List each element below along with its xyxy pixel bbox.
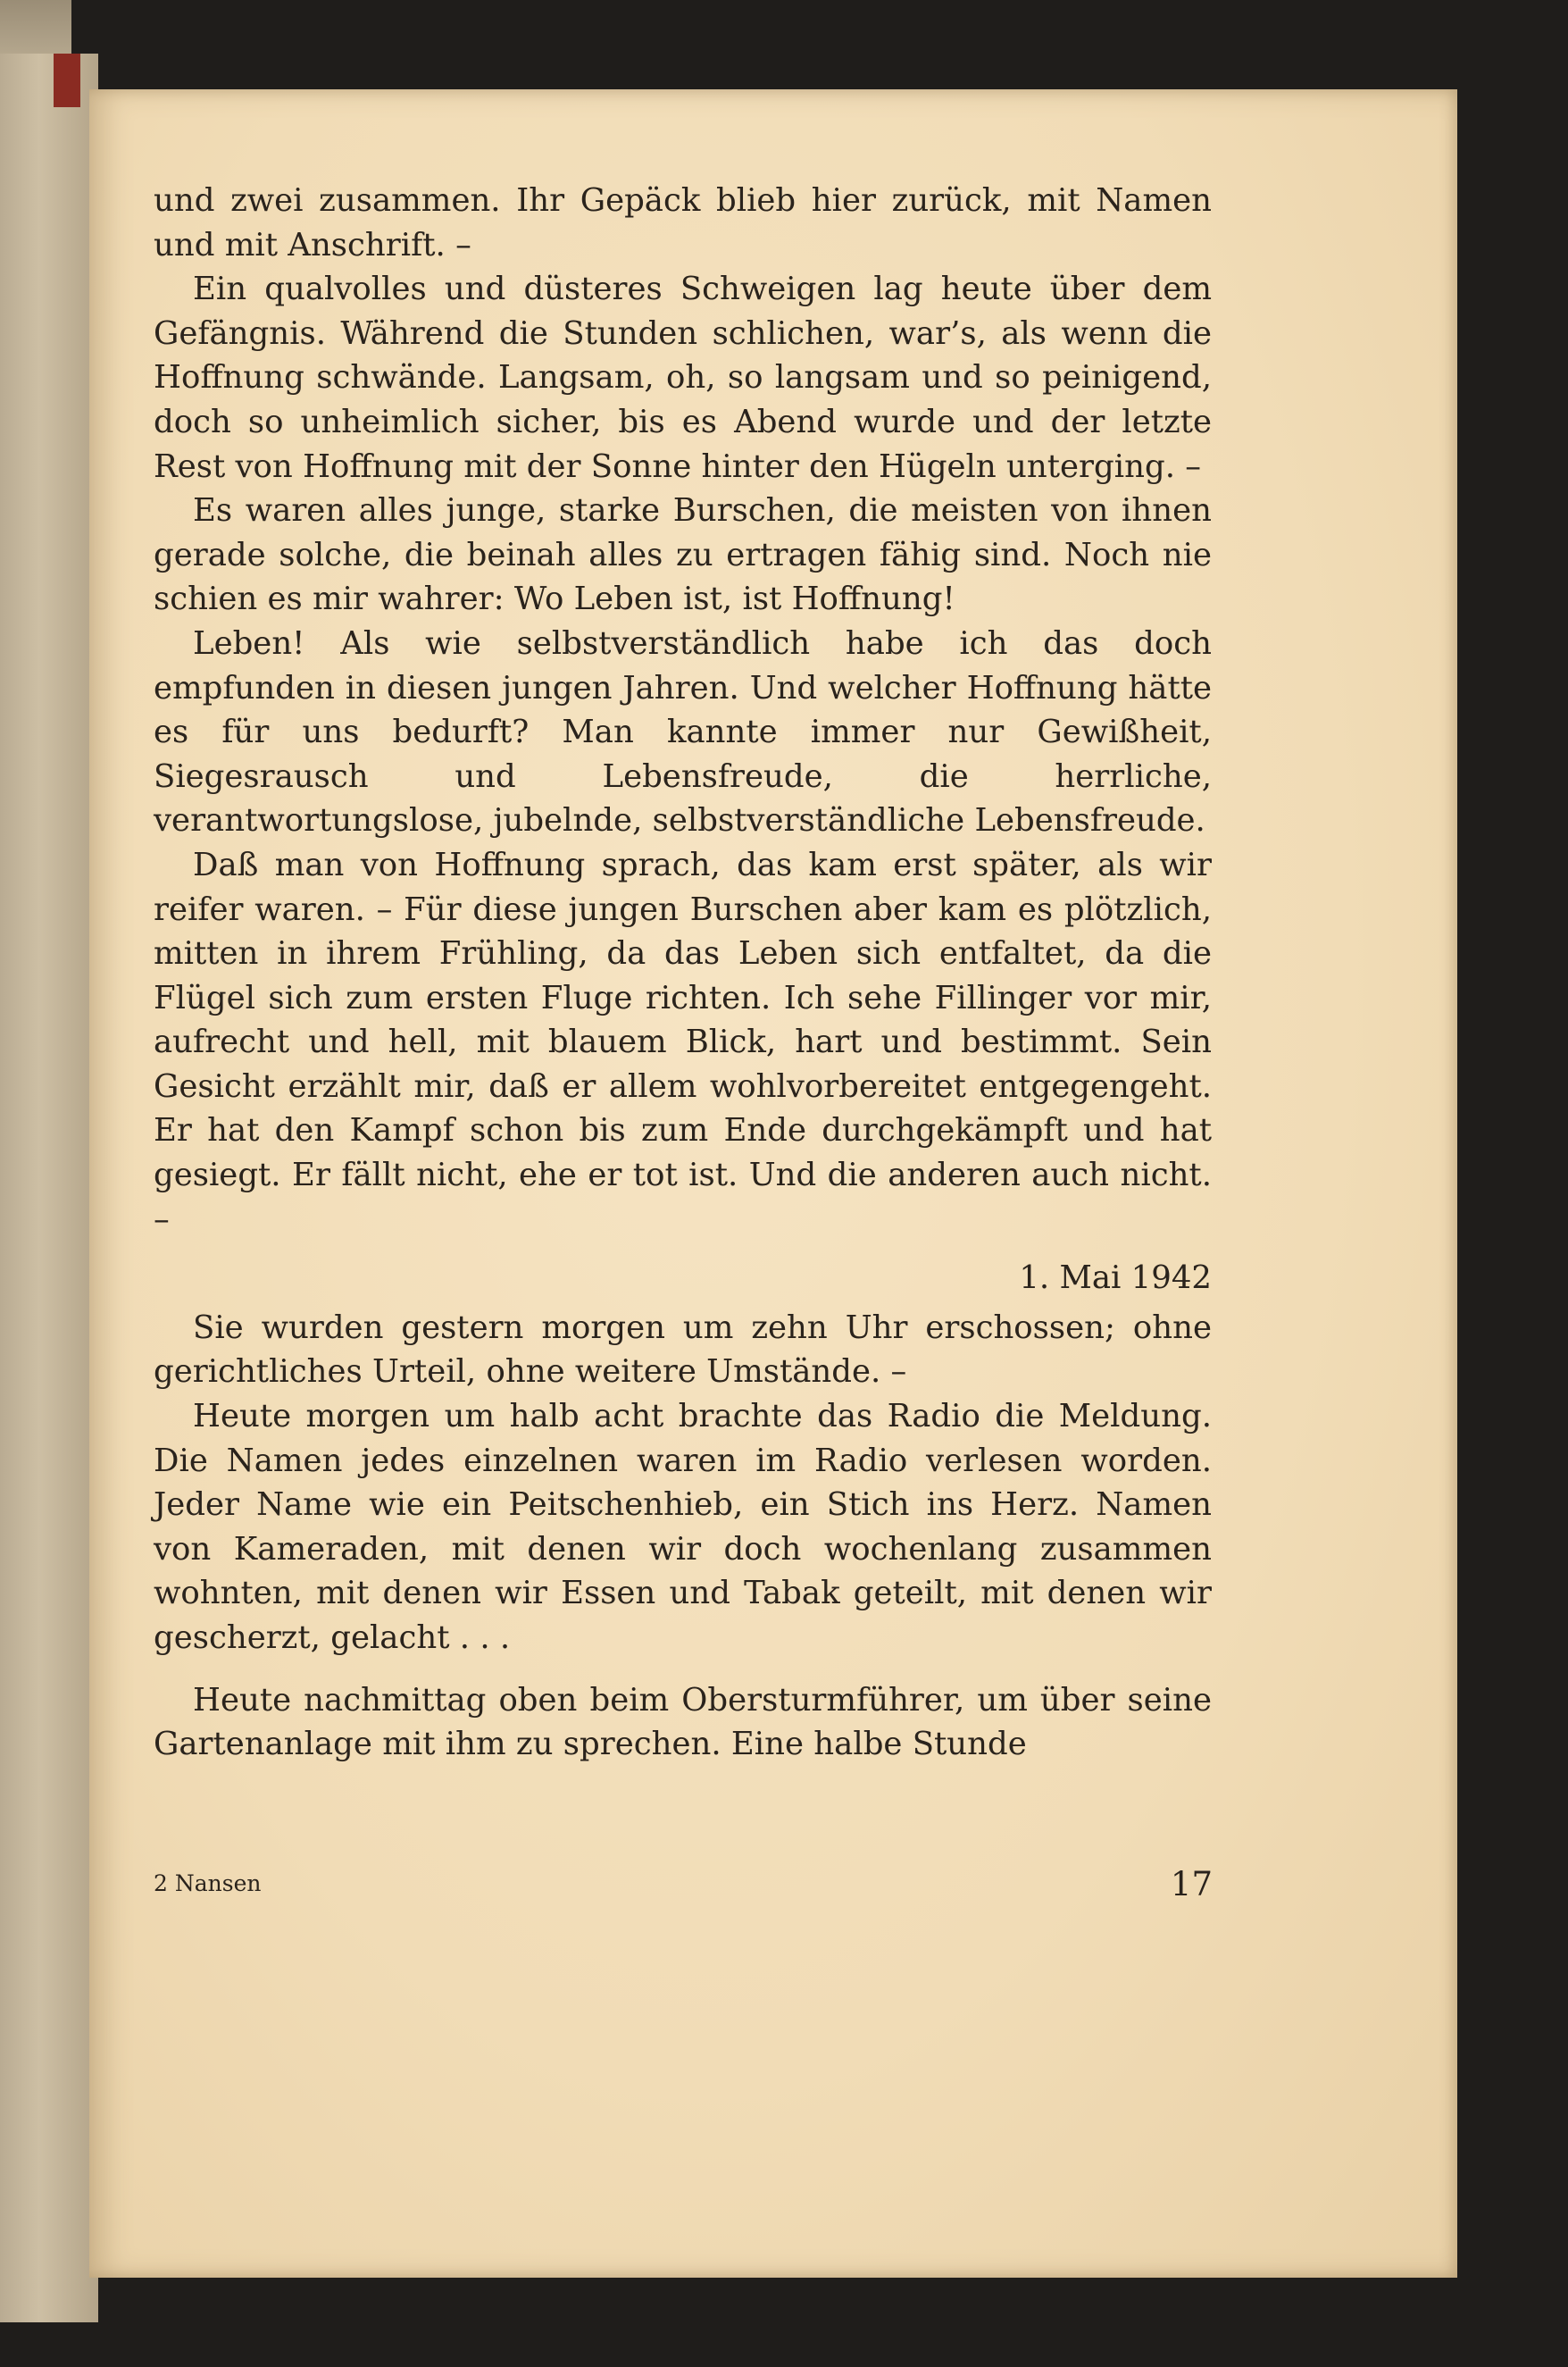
paragraph: Heute morgen um halb acht brachte das Radio die Meldung. Die Namen jedes einzelnen waren im Radio verlesen worden. Jeder Name wie ein Peitschenhieb, ein Stich ins Herz. Namen von Kameraden, mit denen wir doch wochenlang zusammen wohnten, mit denen wir Essen und Tabak geteilt, mit denen wir gescherzt, gelacht . . . xyxy=(154,1398,1212,1656)
paragraph: Ein qualvolles und düsteres Schweigen lag heute über dem Gefängnis. Während die Stunden schlichen, war’s, als wenn die Hoffnung schwände. Langsam, oh, so langsam und so peinigend, doch so unheimlich sicher, bis es Abend wurde und der letzte Rest von Hoffnung mit der Sonne hinter den Hügeln unterging. – xyxy=(154,271,1212,485)
cover-binding-mark xyxy=(54,54,80,107)
diary-date: 1. Mai 1942 xyxy=(1019,1259,1212,1297)
page-text xyxy=(154,179,1212,1767)
paragraph: Leben! Als wie selbstverständlich habe ich das doch empfunden in diesen jungen Jahren. Und welcher Hoffnung hätte es für uns bedurft? Man kannte immer nur Gewißheit, Siegesrausch und Lebensfreude, die herrliche, verantwortungslose, jubelnde, selbstverständliche Lebensfreude. xyxy=(154,624,1212,840)
signature-mark: 2 Nansen xyxy=(154,1870,262,1896)
paragraph: Heute nachmittag oben beim Obersturmführer, um über seine Gartenanlage mit ihm zu sprechen. Eine halbe Stunde xyxy=(154,1681,1212,1763)
paragraph: Sie wurden gestern morgen um zehn Uhr erschossen; ohne gerichtliches Urteil, ohne weitere Umstände. – xyxy=(154,1309,1212,1391)
paragraph: Daß man von Hoffnung sprach, das kam erst später, als wir reifer waren. – Für diese jungen Burschen aber kam es plötzlich, mitten in ihrem Frühling, da das Leben sich entfaltet, da die Flügel sich zum ersten Fluge richten. Ich sehe Fillinger vor mir, aufrecht und hell, mit blauem Blick, hart und bestimmt. Sein Gesicht erzählt mir, daß er allem wohlvorbereitet entgegengeht. Er hat den Kampf schon bis zum Ende durchgekämpft und hat gesiegt. Er fällt nicht, ehe er tot ist. Und die anderen auch nicht. – xyxy=(154,846,1212,1238)
paragraph: Es waren alles junge, starke Burschen, die meisten von ihnen gerade solche, die beinah alles zu ertragen fähig sind. Noch nie schien es mir wahrer: Wo Leben ist, ist Hoffnung! xyxy=(154,492,1212,618)
book-spine xyxy=(0,54,98,2322)
paragraph-continuation: und zwei zusammen. Ihr Gepäck blieb hier zurück, mit Namen und mit Anschrift. – xyxy=(154,182,1212,263)
page-number: 17 xyxy=(1170,1865,1213,1903)
